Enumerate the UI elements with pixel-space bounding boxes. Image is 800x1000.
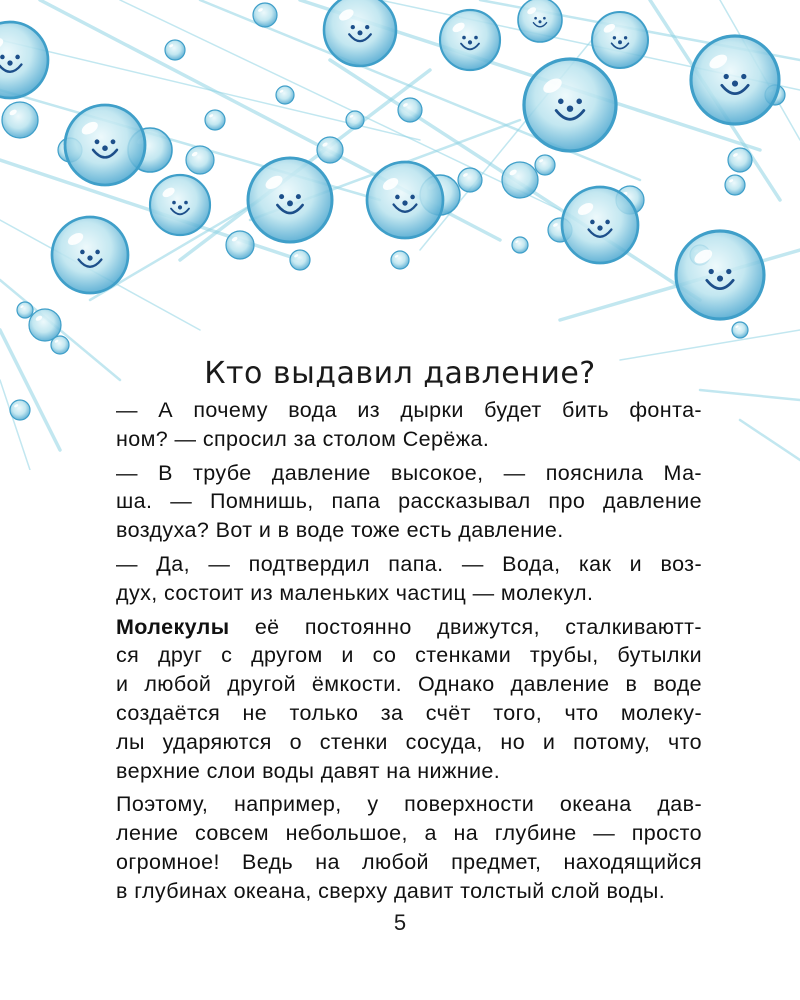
small-bubble — [391, 251, 409, 269]
page-number: 5 — [393, 910, 407, 935]
text-line — [116, 550, 702, 579]
text-line-content: и любой другой ёмкости. Однако давление в воде — [116, 672, 702, 697]
bubble-nose — [732, 80, 738, 86]
bubble-eye — [474, 36, 478, 40]
small-bubble — [317, 137, 343, 163]
bubble-shape — [0, 22, 48, 98]
text-line — [116, 699, 702, 728]
small-bubble — [10, 400, 30, 420]
bubble-eye — [534, 17, 537, 20]
bold-term: Молекулы — [116, 614, 230, 639]
bubble-shape — [317, 137, 343, 163]
text-line — [116, 641, 702, 670]
text-line-content: её постоянно движутся, сталкиваютт- — [229, 614, 702, 639]
bubble-shape — [592, 12, 648, 68]
bubble-eye — [365, 25, 369, 29]
bubble-eye — [724, 74, 729, 79]
bubble-nose — [178, 205, 182, 209]
small-bubble — [253, 3, 277, 27]
bubble-eye — [726, 269, 731, 274]
text-line-content: огромное! Ведь на любой предмет, находящийся — [116, 849, 702, 874]
text-line — [116, 757, 702, 786]
text-line-content: верхние слои воды давят на нижние. — [116, 758, 501, 783]
paragraph — [116, 396, 702, 454]
small-bubble — [226, 231, 254, 259]
small-bubble — [725, 175, 745, 195]
bubble-eye — [351, 25, 355, 29]
text-line — [116, 670, 702, 699]
bubble-shape — [290, 250, 310, 270]
small-bubble — [398, 98, 422, 122]
bubble-shape — [17, 302, 33, 318]
bubble-eye — [741, 74, 746, 79]
paragraph — [116, 459, 702, 545]
bubble-eye — [80, 250, 85, 255]
bubble-nose — [102, 145, 108, 151]
bubble-eye — [95, 139, 100, 144]
bubble-shape — [535, 155, 555, 175]
bubble-eye — [576, 99, 582, 105]
text-line-content: — В трубе давление высокое, — пояснила Ма- — [116, 460, 702, 485]
bubble-shape — [367, 162, 443, 238]
bubble-shape — [65, 105, 145, 185]
small-bubble — [186, 146, 214, 174]
bubble-eye — [15, 55, 20, 60]
bubble-shape — [226, 231, 254, 259]
bubble-shape — [165, 40, 185, 60]
small-bubble — [276, 86, 294, 104]
smiling-bubble — [676, 231, 764, 319]
bubble-nose — [717, 275, 723, 281]
small-bubble — [535, 155, 555, 175]
bubble-eye — [709, 269, 714, 274]
bubble-eye — [590, 220, 595, 225]
bubble-shape — [732, 322, 748, 338]
smiling-bubble — [691, 36, 779, 124]
bubble-eye — [395, 195, 400, 200]
bubble-nose — [7, 60, 12, 65]
bubble-eye — [410, 195, 415, 200]
bubble-eye — [296, 194, 301, 199]
text-line-content: воздуха? Вот и в воде тоже есть давление. — [116, 518, 564, 543]
text-line — [116, 579, 702, 608]
bubble-shape — [440, 10, 500, 70]
small-bubble — [165, 40, 185, 60]
text-line-content: лы ударяются о стенки сосуда, но и потому, что — [116, 729, 702, 754]
bubble-shape — [728, 148, 752, 172]
bubble-eye — [111, 139, 116, 144]
paragraph — [116, 550, 702, 608]
bubble-nose — [468, 40, 472, 44]
small-bubble — [458, 168, 482, 192]
text-line — [116, 459, 702, 488]
page-title: Кто выдавил давление? — [204, 356, 596, 392]
smiling-bubble — [524, 59, 616, 151]
bubble-shape — [51, 336, 69, 354]
text-line — [116, 425, 702, 454]
smiling-bubble — [52, 217, 128, 293]
bubble-nose — [287, 200, 293, 206]
smiling-bubble — [518, 0, 562, 42]
small-bubble — [512, 237, 528, 253]
text-line — [116, 613, 702, 642]
text-line-content: — А почему вода из дырки будет бить фонта- — [116, 398, 702, 422]
smiling-bubble — [248, 158, 332, 242]
small-bubble — [205, 110, 225, 130]
small-bubble — [732, 322, 748, 338]
bubble-shape — [391, 251, 409, 269]
bubble-eye — [95, 250, 100, 255]
bubble-shape — [458, 168, 482, 192]
bubble-shape — [512, 237, 528, 253]
text-line-content: Поэтому, например, у поверхности океана дав- — [116, 792, 702, 817]
water-streak — [740, 420, 800, 460]
bubble-shape — [676, 231, 764, 319]
bubble-eye — [624, 36, 627, 39]
bubble-nose — [567, 105, 573, 111]
text-line — [116, 819, 702, 848]
bubble-shape — [248, 158, 332, 242]
smiling-bubble — [150, 175, 210, 235]
smiling-bubble — [324, 0, 396, 66]
text-line — [116, 487, 702, 516]
bubble-shape — [52, 217, 128, 293]
small-bubble — [346, 111, 364, 129]
bubble-eye — [558, 99, 564, 105]
bubble-shape — [253, 3, 277, 27]
water-streak — [700, 390, 800, 400]
bubble-eye — [279, 194, 284, 199]
bubble-eye — [605, 220, 610, 225]
text-line-content: — Да, — подтвердил папа. — Вода, как и воз- — [116, 551, 702, 576]
text-line-content: ся друг с другом и со стенками трубы, бутылки — [116, 643, 702, 668]
text-line-content: дух, состоит из маленьких частиц — молекул. — [116, 580, 594, 605]
bubble-eye — [462, 36, 466, 40]
bubble-shape — [691, 36, 779, 124]
bubble-nose — [618, 40, 622, 44]
smiling-bubble — [592, 12, 648, 68]
bubble-eye — [543, 17, 546, 20]
bubble-shape — [398, 98, 422, 122]
bubble-shape — [502, 162, 538, 198]
text-line — [116, 877, 702, 906]
text-line — [116, 790, 702, 819]
bubble-shape — [346, 111, 364, 129]
small-bubble — [2, 102, 38, 138]
text-line-content: ном? — спросил за столом Серёжа. — [116, 426, 490, 451]
text-line-content: ша. — Помнишь, папа рассказывал про давление — [116, 489, 702, 514]
text-line — [116, 396, 702, 425]
body-text — [116, 396, 702, 911]
text-line — [116, 728, 702, 757]
bubble-shape — [2, 102, 38, 138]
bubble-nose — [597, 225, 602, 230]
bubble-eye — [613, 36, 616, 39]
bubble-nose — [87, 255, 92, 260]
water-streak — [0, 380, 30, 470]
smiling-bubble — [440, 10, 500, 70]
bubble-nose — [538, 20, 541, 23]
bubble-shape — [205, 110, 225, 130]
small-bubble — [51, 336, 69, 354]
smiling-bubble — [367, 162, 443, 238]
bubble-shape — [186, 146, 214, 174]
bubble-shape — [725, 175, 745, 195]
small-bubble — [502, 162, 538, 198]
bubble-eye — [184, 201, 188, 205]
smiling-bubble — [562, 187, 638, 263]
bubble-nose — [357, 30, 362, 35]
bubble-shape — [524, 59, 616, 151]
small-bubble — [17, 302, 33, 318]
bubble-eye — [172, 201, 176, 205]
smiling-bubbles — [0, 0, 779, 319]
bubble-eye — [0, 55, 5, 60]
small-bubble — [728, 148, 752, 172]
smiling-bubble — [0, 22, 48, 98]
paragraph — [116, 790, 702, 905]
text-line — [116, 516, 702, 545]
smiling-bubble — [65, 105, 145, 185]
text-line-content: ление совсем небольшое, а на глубине — просто — [116, 821, 702, 846]
bubble-nose — [402, 200, 407, 205]
small-bubble — [290, 250, 310, 270]
text-line-content: в глубинах океана, сверху давит толстый слой воды. — [116, 878, 666, 903]
bubble-shape — [150, 175, 210, 235]
text-line-content: создаётся не только за счёт того, что молеку- — [116, 700, 702, 725]
text-line — [116, 848, 702, 877]
bubble-shape — [10, 400, 30, 420]
paragraph — [116, 613, 702, 786]
bubble-shape — [276, 86, 294, 104]
bubble-shape — [562, 187, 638, 263]
